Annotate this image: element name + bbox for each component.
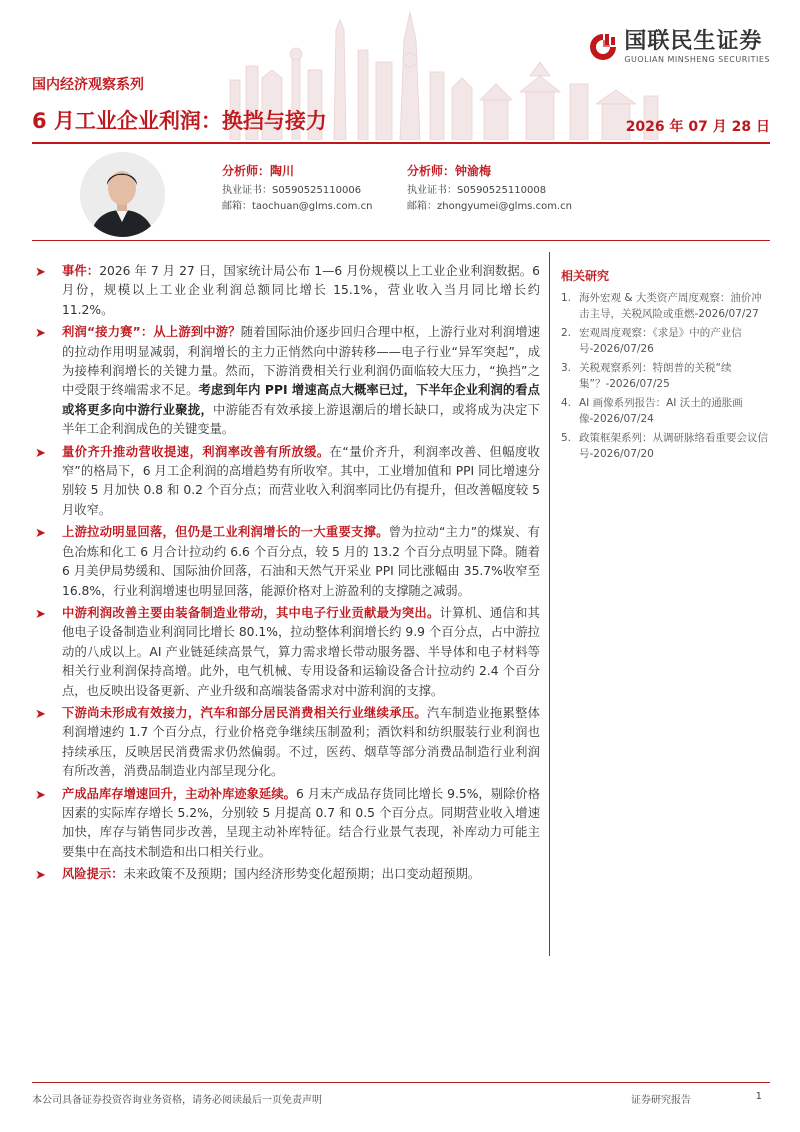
analyst-name: 分析师：陶川 xyxy=(222,164,295,178)
analyst-card-1 xyxy=(222,163,372,215)
title-divider xyxy=(32,142,770,144)
report-title: 6 月工业企业利润：换挡与接力 xyxy=(32,109,327,133)
related-research-item[interactable] xyxy=(561,325,771,357)
item-number: 3. xyxy=(561,362,572,374)
analyst-cert: 执业证书：S0590525110008 xyxy=(407,185,547,196)
item-number: 2. xyxy=(561,327,572,339)
bullet-body: 曾为拉动“主力”的煤炭、有色冶炼和化工 6 月合计拉动约 6.6 个百分点，较 5 月的 13.2 个百分点明显下降。随着 6 月美伊局势缓和、国际油价回落，石油和天然气开采业 PPI 同比涨幅由 35.7%收窄至 16.8%，行业利润增速也明显回落，能源价格对上游盈利的支撑随之减弱。 xyxy=(62,525,540,598)
page-number: 1 xyxy=(755,1091,762,1102)
arrow-bullet-icon: ➤ xyxy=(35,445,46,461)
bullet-heading: 量价齐升推动营收提速，利润率改善有所放缓。 xyxy=(62,444,330,459)
arrow-bullet-icon: ➤ xyxy=(35,265,46,280)
bullet-heading: 下游尚未形成有效接力，汽车和部分居民消费相关行业继续承压。 xyxy=(62,705,427,720)
bullet-event xyxy=(32,262,540,320)
footer-disclaimer: 本公司具备证券投资咨询业务资格，请务必阅读最后一页免责声明 xyxy=(32,1095,322,1106)
bullet-heading: 利润“接力赛”：从上游到中游？ xyxy=(62,325,241,340)
bullet-body: 计算机、通信和其他电子设备制造业利润同比增长 80.1%，拉动整体利润增长约 9.9 个百分点，占中游拉动的八成以上。AI 产业链延续高景气，算力需求增长带动服务器、半导体和电子材料等相关行业利润保持高增。此外，电气机械、专用设备和运输设备合计拉动约 2.4 个百分点，也反映出设备更新、产业升级和高端装备需求对中游利润的支撑。 xyxy=(62,605,540,698)
bullet-body: 6 月末产成品存货同比增长 9.5%，剔除价格因素的实际库存增长 5.2%，分别较 5 月提高 0.7 和 0.5 个百分点。同期营业收入增速加快，库存与销售同步改善，呈现主动补库特征。结合行业景气表现，补库动力可能主要集中在高技术制造和出口相关行业。 xyxy=(62,786,540,859)
bullet-body: 未来政策不及预期；国内经济形势变化超预期；出口变动超预期。 xyxy=(123,867,481,882)
logo-name-en: GUOLIAN MINSHENG SECURITIES xyxy=(624,55,770,64)
bullet-body-tail: 中游能否有效承接上游退潮后的增长缺口，或将成为决定下半年工企利润成色的关键变量。 xyxy=(62,402,540,437)
logo-name-cn: 国联民生证券 xyxy=(624,29,763,54)
bullet-heading: 中游利润改善主要由装备制造业带动，其中电子行业贡献最为突出。 xyxy=(62,605,440,620)
related-research-title: 相关研究 xyxy=(561,269,610,283)
analyst-email[interactable]: 邮箱：zhongyumei@glms.com.cn xyxy=(407,201,572,212)
bullet-risk xyxy=(32,865,540,884)
bullet-emphasis: 考虑到年内 PPI 增速高点大概率已过，下半年企业利润的看点或将更多向中游行业聚拢， xyxy=(62,383,540,417)
analyst-name: 分析师：钟渝梅 xyxy=(407,164,492,178)
item-text[interactable]: 宏观周度观察：《求是》中的产业信号-2026/07/26 xyxy=(579,327,742,355)
analyst-photo-icon xyxy=(80,152,165,237)
bullet-body: 汽车制造业拖累整体利润增速约 1.7 个百分点，行业价格竞争继续压制盈利；酒饮料和纺织服装行业利润也持续承压，反映居民消费需求仍然偏弱。不过，医药、烟草等部分消费品制造行业利润有所改善，消费品制造业内部呈现分化。 xyxy=(62,705,540,779)
related-research-item[interactable] xyxy=(561,360,771,392)
bullet-profit-relay xyxy=(32,323,540,439)
column-divider xyxy=(549,252,550,956)
arrow-bullet-icon: ➤ xyxy=(35,868,46,884)
bullet-heading: 风险提示： xyxy=(62,867,124,882)
bullet-body: 在“量价齐升，利润率改善、但幅度收窄”的格局下，6 月工企利润的高增趋势有所收窄。其中，工业增加值和 PPI 同比增速分别较 5 月加快 0.8 和 0.2 个百分点；而营业收入利润率同比仍有提升，但改善幅度较 5 月收窄。 xyxy=(62,444,540,517)
company-logo xyxy=(588,30,770,64)
analyst-card-2 xyxy=(407,163,572,215)
arrow-bullet-icon: ➤ xyxy=(35,787,46,803)
report-series: 国内经济观察系列 xyxy=(32,77,144,93)
bullet-heading: 事件： xyxy=(62,264,100,278)
bullet-upstream xyxy=(32,523,540,601)
analyst-cert: 执业证书：S0590525110006 xyxy=(222,185,362,196)
item-number: 5. xyxy=(561,432,572,444)
analyst-email[interactable]: 邮箱：taochuan@glms.com.cn xyxy=(222,201,373,212)
related-research-item[interactable] xyxy=(561,290,771,322)
logo-mark-icon xyxy=(588,32,618,62)
bullet-revenue xyxy=(32,443,540,521)
footer-doc-type: 证券研究报告 xyxy=(631,1095,691,1106)
arrow-bullet-icon: ➤ xyxy=(35,606,46,622)
bullet-inventory xyxy=(32,785,540,863)
item-number: 4. xyxy=(561,397,572,409)
arrow-bullet-icon: ➤ xyxy=(35,706,46,722)
arrow-bullet-icon: ➤ xyxy=(35,326,46,342)
analyst-avatar xyxy=(80,152,165,237)
bullet-heading: 产成品库存增速回升，主动补库迹象延续。 xyxy=(62,786,297,801)
footer-divider xyxy=(32,1082,770,1083)
report-date: 2026 年 07 月 28 日 xyxy=(625,119,770,135)
arrow-bullet-icon: ➤ xyxy=(35,526,46,542)
bullet-heading: 上游拉动明显回落，但仍是工业利润增长的一大重要支撑。 xyxy=(62,525,389,540)
summary-bullets xyxy=(32,262,540,888)
related-research xyxy=(561,267,771,465)
bullet-downstream xyxy=(32,704,540,782)
related-research-item[interactable] xyxy=(561,430,771,462)
item-text[interactable]: AI 画像系列报告：AI 沃土的通胀画像-2026/07/24 xyxy=(579,397,743,425)
item-number: 1. xyxy=(561,292,572,304)
bullet-body: 2026 年 7 月 27 日，国家统计局公布 1—6 月份规模以上工业企业利润数据。6 月份，规模以上工业企业利润总额同比增长 15.1%，营业收入当月同比增长约 11.2%。 xyxy=(62,264,540,317)
header-divider xyxy=(32,240,770,241)
item-text[interactable]: 政策框架系列：从调研脉络看重要会议信号-2026/07/20 xyxy=(579,432,768,460)
item-text[interactable]: 海外宏观 & 大类资产周度观察：油价冲击主导，关税风险或重燃-2026/07/27 xyxy=(579,292,762,320)
related-research-item[interactable] xyxy=(561,395,771,427)
item-text[interactable]: 关税观察系列：特朗普的关税“续集”？-2026/07/25 xyxy=(579,362,732,390)
bullet-body: 随着国际油价逐步回归合理中枢，上游行业对利润增速的拉动作用明显减弱，利润增长的主力正悄然向中游转移——电子行业“异军突起”，成为接棒利润增长的关键力量。然而，下游消费相关行业利润仍面临较大压力，“换挡”之中受限于终端需求不足。 xyxy=(62,325,540,398)
bullet-midstream xyxy=(32,604,540,701)
